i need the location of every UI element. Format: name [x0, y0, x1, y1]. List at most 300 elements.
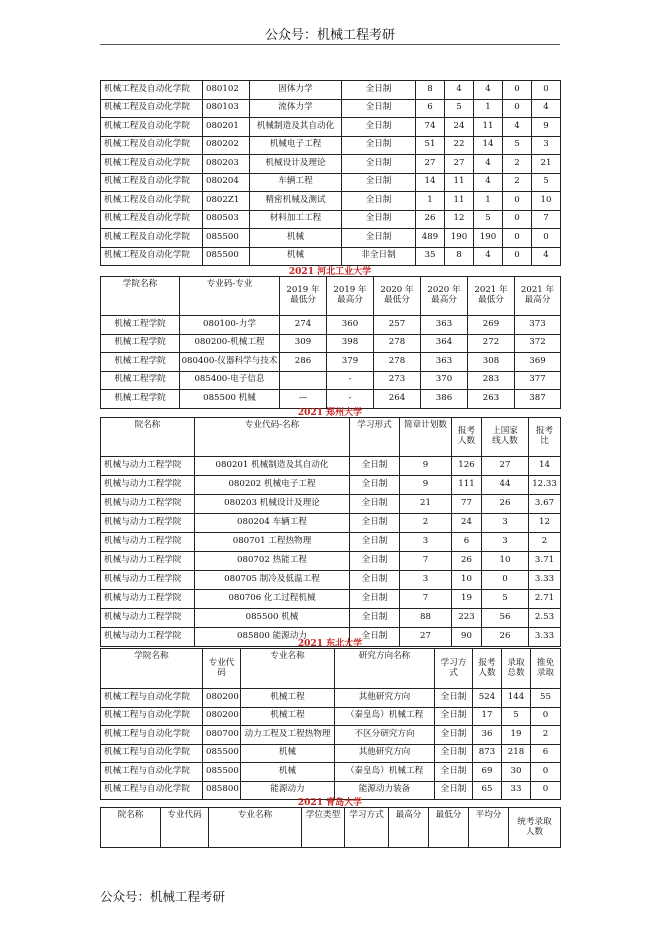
table-cell: 2	[503, 155, 532, 174]
table-cell: 085500	[203, 229, 250, 248]
table-cell: 机械工程及自动化学院	[101, 229, 203, 248]
table-cell: 材料加工工程	[250, 210, 342, 229]
table-cell: 不区分研究方向	[335, 726, 435, 745]
table-cell: 3	[532, 136, 561, 155]
table-cell: -	[327, 390, 374, 409]
table-cell: 2021 年 最低分	[468, 277, 515, 316]
table-cell: 283	[468, 371, 515, 390]
table-cell: 0	[532, 81, 561, 100]
header-rule	[100, 44, 560, 45]
table-header-row	[101, 418, 561, 457]
table-row	[101, 514, 561, 533]
table-cell	[280, 371, 327, 390]
table-cell: 机械工程及自动化学院	[101, 247, 203, 266]
table-cell: 264	[374, 390, 421, 409]
table-cell: 085500 机械	[195, 609, 350, 628]
table-cell: 6	[452, 533, 482, 552]
table-cell: 7	[532, 210, 561, 229]
table-cell: 全日制	[435, 744, 473, 763]
table-row	[101, 155, 561, 174]
table-row	[101, 99, 561, 118]
table-cell: 其他研究方向	[335, 689, 435, 708]
table-row	[101, 533, 561, 552]
table-cell: 全日制	[350, 495, 400, 514]
table-cell: 固体力学	[250, 81, 342, 100]
admissions-table-1	[100, 80, 561, 266]
table-cell: 机械与动力工程学院	[101, 457, 195, 476]
table-cell: 机械工程及自动化学院	[101, 155, 203, 174]
table-cell: 全日制	[435, 781, 473, 800]
table-cell: 机械工程及自动化学院	[101, 136, 203, 155]
table-cell: 278	[374, 353, 421, 372]
table-cell: 364	[421, 334, 468, 353]
table-cell: 全日制	[350, 552, 400, 571]
table-cell: 90	[452, 628, 482, 647]
table-cell: 524	[473, 689, 502, 708]
table-cell: 2.53	[529, 609, 561, 628]
table-cell: 080200	[203, 689, 241, 708]
table-cell: 9	[400, 476, 452, 495]
table-cell: 机械工程与自动化学院	[101, 726, 203, 745]
table-cell: 2	[531, 726, 561, 745]
table-cell: 272	[468, 334, 515, 353]
table-cell: 085500	[203, 744, 241, 763]
table-cell: 专业名称	[241, 649, 335, 689]
table-cell: 080103	[203, 99, 250, 118]
table-cell: 3.33	[529, 571, 561, 590]
table-row	[101, 689, 561, 708]
table-cell: 3	[400, 571, 452, 590]
table-cell: 2	[503, 173, 532, 192]
table-row	[101, 136, 561, 155]
table-cell: 273	[374, 371, 421, 390]
table-cell: —	[280, 390, 327, 409]
table-cell: 机械与动力工程学院	[101, 571, 195, 590]
table-cell: 5	[502, 707, 531, 726]
table-cell: 12	[529, 514, 561, 533]
table-cell: 机械工程学院	[101, 353, 180, 372]
table-cell: 机械工程学院	[101, 316, 180, 335]
table-cell: 专业码-专业	[180, 277, 280, 316]
table-row	[101, 707, 561, 726]
table-cell: 0	[532, 229, 561, 248]
table-cell: 080200-机械工程	[180, 334, 280, 353]
table-cell: 14	[529, 457, 561, 476]
table-cell: 4	[445, 81, 474, 100]
table-cell: 080204 车辆工程	[195, 514, 350, 533]
table-cell: 全日制	[342, 173, 416, 192]
table-cell: 机械	[250, 229, 342, 248]
table-cell: 398	[327, 334, 374, 353]
table-cell: 2021 年 最高分	[515, 277, 561, 316]
table-cell: 专业名称	[209, 808, 302, 848]
table-cell: 2	[529, 533, 561, 552]
table-cell: 489	[416, 229, 445, 248]
table-cell: 4	[532, 99, 561, 118]
table-cell: 17	[473, 707, 502, 726]
table-cell: 3.67	[529, 495, 561, 514]
table-cell: 全日制	[342, 155, 416, 174]
table-cell: 简章计划数	[400, 418, 452, 457]
table-cell: 377	[515, 371, 561, 390]
table-cell: 学位类型	[302, 808, 345, 848]
table-cell: 机械工程与自动化学院	[101, 763, 203, 782]
table-cell: 19	[502, 726, 531, 745]
table-cell: 全日制	[435, 763, 473, 782]
table-cell: 动力工程及工程热物理	[241, 726, 335, 745]
table-cell: 机械与动力工程学院	[101, 590, 195, 609]
table-cell: 0	[503, 192, 532, 211]
table-cell: 278	[374, 334, 421, 353]
table-cell: 机械工程学院	[101, 334, 180, 353]
table-cell: 最低分	[429, 808, 469, 848]
table-row	[101, 334, 561, 353]
table-cell: 全日制	[342, 229, 416, 248]
table-cell: 12	[445, 210, 474, 229]
table-cell: 5	[474, 210, 503, 229]
table-cell: 11	[445, 173, 474, 192]
table-cell: 机械	[241, 763, 335, 782]
table-cell: 218	[502, 744, 531, 763]
table-cell: 推免 录取	[531, 649, 561, 689]
table-cell: 11	[445, 192, 474, 211]
table-cell: 其他研究方向	[335, 744, 435, 763]
table-cell: 379	[327, 353, 374, 372]
table-row	[101, 229, 561, 248]
table-cell: 12.33	[529, 476, 561, 495]
table-cell: 11	[474, 118, 503, 137]
table-cell: 1	[474, 99, 503, 118]
table-cell: 机械与动力工程学院	[101, 628, 195, 647]
table-cell: 080202 机械电子工程	[195, 476, 350, 495]
admissions-table-qdu	[100, 807, 561, 848]
table-cell: 0	[503, 247, 532, 266]
table-cell: 专业代 码	[203, 649, 241, 689]
table-row	[101, 457, 561, 476]
table-cell: 4	[474, 247, 503, 266]
table-cell: 55	[531, 689, 561, 708]
table-cell: 院名称	[101, 808, 161, 848]
table-title-qdu: 2021 青岛大学	[297, 798, 363, 808]
table-row	[101, 353, 561, 372]
table-cell: 录取 总数	[502, 649, 531, 689]
table-header-row	[101, 649, 561, 689]
table-cell: 26	[416, 210, 445, 229]
table-cell: 机械与动力工程学院	[101, 552, 195, 571]
table-cell: 全日制	[350, 628, 400, 647]
table-cell: 14	[474, 136, 503, 155]
table-cell: （秦皇岛）机械工程	[335, 707, 435, 726]
table-cell: 4	[474, 173, 503, 192]
table-cell: 26	[482, 628, 529, 647]
table-cell: 085500 机械	[180, 390, 280, 409]
table-cell: 8	[445, 247, 474, 266]
table-row	[101, 316, 561, 335]
table-cell: 144	[502, 689, 531, 708]
table-cell: 全日制	[350, 571, 400, 590]
table-cell: 机械工程及自动化学院	[101, 173, 203, 192]
table-cell: 35	[416, 247, 445, 266]
table-cell: 2	[400, 514, 452, 533]
table-row	[101, 590, 561, 609]
table-cell: 085500	[203, 247, 250, 266]
table-cell: 5	[503, 136, 532, 155]
table-cell: 机械电子工程	[250, 136, 342, 155]
table-row	[101, 552, 561, 571]
table-cell: 3	[400, 533, 452, 552]
table-cell: 4	[474, 155, 503, 174]
table-cell: 全日制	[350, 514, 400, 533]
table-cell: 085800 能源动力	[195, 628, 350, 647]
table-cell: 373	[515, 316, 561, 335]
table-cell: 机械工程及自动化学院	[101, 192, 203, 211]
table-cell: 3.71	[529, 552, 561, 571]
table-cell: 21	[532, 155, 561, 174]
table-cell: 机械工程学院	[101, 390, 180, 409]
table-cell: 车辆工程	[250, 173, 342, 192]
table-cell: 研究方向名称	[335, 649, 435, 689]
table-cell: 全日制	[435, 707, 473, 726]
table-cell: 全日制	[435, 726, 473, 745]
table-cell: 全日制	[342, 81, 416, 100]
table-cell: 24	[452, 514, 482, 533]
table-cell: 3	[482, 533, 529, 552]
table-cell: 0	[531, 763, 561, 782]
table-cell: 学习方 式	[435, 649, 473, 689]
table-cell: 机械工程与自动化学院	[101, 707, 203, 726]
table-cell: 0	[503, 210, 532, 229]
table-cell: 274	[280, 316, 327, 335]
table-header-row	[101, 277, 561, 316]
table-row	[101, 571, 561, 590]
table-cell: 080201 机械制造及其自动化	[195, 457, 350, 476]
table-cell: 0	[503, 99, 532, 118]
table-cell: 9	[400, 457, 452, 476]
page-header: 公众号：机械工程考研	[264, 28, 395, 43]
table-cell: 386	[421, 390, 468, 409]
table-cell: 269	[468, 316, 515, 335]
table-cell: 4	[532, 247, 561, 266]
table-cell: 学院名称	[101, 649, 203, 689]
table-cell: 精密机械及测试	[250, 192, 342, 211]
table-cell: 7	[400, 590, 452, 609]
table-row	[101, 81, 561, 100]
table-cell: 机械设计及理论	[250, 155, 342, 174]
table-cell: 190	[474, 229, 503, 248]
table-cell: 全日制	[350, 457, 400, 476]
table-cell: 平均分	[469, 808, 509, 848]
table-cell: 363	[421, 316, 468, 335]
table-cell: 308	[468, 353, 515, 372]
table-cell: 1	[416, 192, 445, 211]
table-cell: 080503	[203, 210, 250, 229]
table-cell: 5	[445, 99, 474, 118]
table-cell: 080203 机械设计及理论	[195, 495, 350, 514]
table-cell: 学习形式	[350, 418, 400, 457]
table-cell: 27	[482, 457, 529, 476]
table-cell: 机械与动力工程学院	[101, 514, 195, 533]
table-cell: 0802Z1	[203, 192, 250, 211]
table-cell: 387	[515, 390, 561, 409]
table-cell: 27	[416, 155, 445, 174]
table-cell: 报考 人数	[452, 418, 482, 457]
table-cell: 全日制	[350, 609, 400, 628]
table-cell: 080700	[203, 726, 241, 745]
table-cell: 873	[473, 744, 502, 763]
table-header-row	[101, 808, 561, 848]
table-cell: 0	[482, 571, 529, 590]
table-cell: 14	[416, 173, 445, 192]
table-row	[101, 744, 561, 763]
table-cell: 上国家 线人数	[482, 418, 529, 457]
table-cell: -	[327, 371, 374, 390]
table-cell: 51	[416, 136, 445, 155]
table-title-hebut: 2021 河北工业大学	[288, 267, 372, 277]
table-cell: 26	[452, 552, 482, 571]
table-cell: 全日制	[342, 210, 416, 229]
admissions-table-neu	[100, 648, 561, 800]
admissions-table-hebut	[100, 276, 561, 409]
table-cell: 0	[531, 781, 561, 800]
table-cell: 309	[280, 334, 327, 353]
table-cell: 3.33	[529, 628, 561, 647]
table-cell: 机械工程	[241, 707, 335, 726]
page-footer: 公众号：机械工程考研	[100, 889, 226, 904]
table-cell: 360	[327, 316, 374, 335]
table-cell: 26	[482, 495, 529, 514]
table-cell: 5	[532, 173, 561, 192]
table-cell: 0	[503, 81, 532, 100]
table-cell: 2019 年 最高分	[327, 277, 374, 316]
table-cell: 机械工程与自动化学院	[101, 781, 203, 800]
table-cell: 全日制	[350, 590, 400, 609]
table-cell: 080705 制冷及低温工程	[195, 571, 350, 590]
table-cell: 2019 年 最低分	[280, 277, 327, 316]
table-cell: 机械	[241, 744, 335, 763]
table-cell: 2.71	[529, 590, 561, 609]
table-cell: 74	[416, 118, 445, 137]
table-cell: 111	[452, 476, 482, 495]
table-cell: 0	[531, 707, 561, 726]
table-cell: 10	[532, 192, 561, 211]
table-cell: 机械工程及自动化学院	[101, 118, 203, 137]
table-row	[101, 118, 561, 137]
table-cell: 报考 人数	[473, 649, 502, 689]
table-cell: 全日制	[342, 192, 416, 211]
table-cell: 全日制	[342, 99, 416, 118]
table-cell: 080701 工程热物理	[195, 533, 350, 552]
table-cell: 22	[445, 136, 474, 155]
table-cell: 机械工程及自动化学院	[101, 99, 203, 118]
table-cell: 2020 年 最高分	[421, 277, 468, 316]
table-cell: 机械工程及自动化学院	[101, 210, 203, 229]
table-cell: 全日制	[350, 476, 400, 495]
table-cell: 机械工程学院	[101, 371, 180, 390]
table-cell: 080706 化工过程机械	[195, 590, 350, 609]
table-cell: 21	[400, 495, 452, 514]
table-cell: 080200	[203, 707, 241, 726]
table-cell: 全日制	[435, 689, 473, 708]
table-cell: 085500	[203, 763, 241, 782]
table-cell: 9	[532, 118, 561, 137]
table-cell: 2020 年 最低分	[374, 277, 421, 316]
table-cell: 0	[503, 229, 532, 248]
table-row	[101, 476, 561, 495]
table-row	[101, 726, 561, 745]
table-cell: 286	[280, 353, 327, 372]
table-row	[101, 247, 561, 266]
admissions-table-zzu	[100, 417, 561, 647]
table-title-zzu: 2021 郑州大学	[297, 408, 363, 418]
table-cell: 257	[374, 316, 421, 335]
table-cell: 全日制	[342, 118, 416, 137]
table-cell: 085800	[203, 781, 241, 800]
table-cell: 机械与动力工程学院	[101, 533, 195, 552]
table-cell: 7	[400, 552, 452, 571]
table-cell: 机械工程与自动化学院	[101, 689, 203, 708]
table-cell: 126	[452, 457, 482, 476]
table-cell: 36	[473, 726, 502, 745]
table-cell: 44	[482, 476, 529, 495]
table-cell: 223	[452, 609, 482, 628]
table-cell: 080400-仪器科学与技术	[180, 353, 280, 372]
table-cell: 372	[515, 334, 561, 353]
table-cell: 88	[400, 609, 452, 628]
table-cell: 学院名称	[101, 277, 180, 316]
table-cell: 6	[531, 744, 561, 763]
table-cell: 机械工程及自动化学院	[101, 81, 203, 100]
table-cell: 非全日制	[342, 247, 416, 266]
table-cell: 33	[502, 781, 531, 800]
table-cell: 080201	[203, 118, 250, 137]
table-cell: 院名称	[101, 418, 195, 457]
table-cell: 56	[482, 609, 529, 628]
table-cell: 流体力学	[250, 99, 342, 118]
table-cell: 080204	[203, 173, 250, 192]
table-cell: 机械与动力工程学院	[101, 609, 195, 628]
table-cell: 全日制	[342, 136, 416, 155]
table-cell: 专业代码-名称	[195, 418, 350, 457]
table-cell: 10	[452, 571, 482, 590]
table-cell: 4	[503, 118, 532, 137]
table-cell: 1	[474, 192, 503, 211]
table-cell: 27	[445, 155, 474, 174]
table-cell: 机械工程与自动化学院	[101, 744, 203, 763]
table-row	[101, 173, 561, 192]
table-row	[101, 192, 561, 211]
table-cell: 080102	[203, 81, 250, 100]
table-cell: 19	[452, 590, 482, 609]
table-cell: 65	[473, 781, 502, 800]
table-cell: 369	[515, 353, 561, 372]
table-cell: 363	[421, 353, 468, 372]
table-cell: 77	[452, 495, 482, 514]
table-cell: 085400-电子信息	[180, 371, 280, 390]
table-cell: 080702 热能工程	[195, 552, 350, 571]
table-cell: 5	[482, 590, 529, 609]
table-cell: 370	[421, 371, 468, 390]
table-cell: 专业代码	[161, 808, 209, 848]
table-cell: 学习方式	[345, 808, 389, 848]
table-cell: 机械与动力工程学院	[101, 495, 195, 514]
table-cell: 最高分	[389, 808, 429, 848]
table-row	[101, 609, 561, 628]
table-cell: 080100-力学	[180, 316, 280, 335]
table-cell: 27	[400, 628, 452, 647]
table-row	[101, 371, 561, 390]
table-cell: （秦皇岛）机械工程	[335, 763, 435, 782]
table-cell: 机械	[250, 247, 342, 266]
